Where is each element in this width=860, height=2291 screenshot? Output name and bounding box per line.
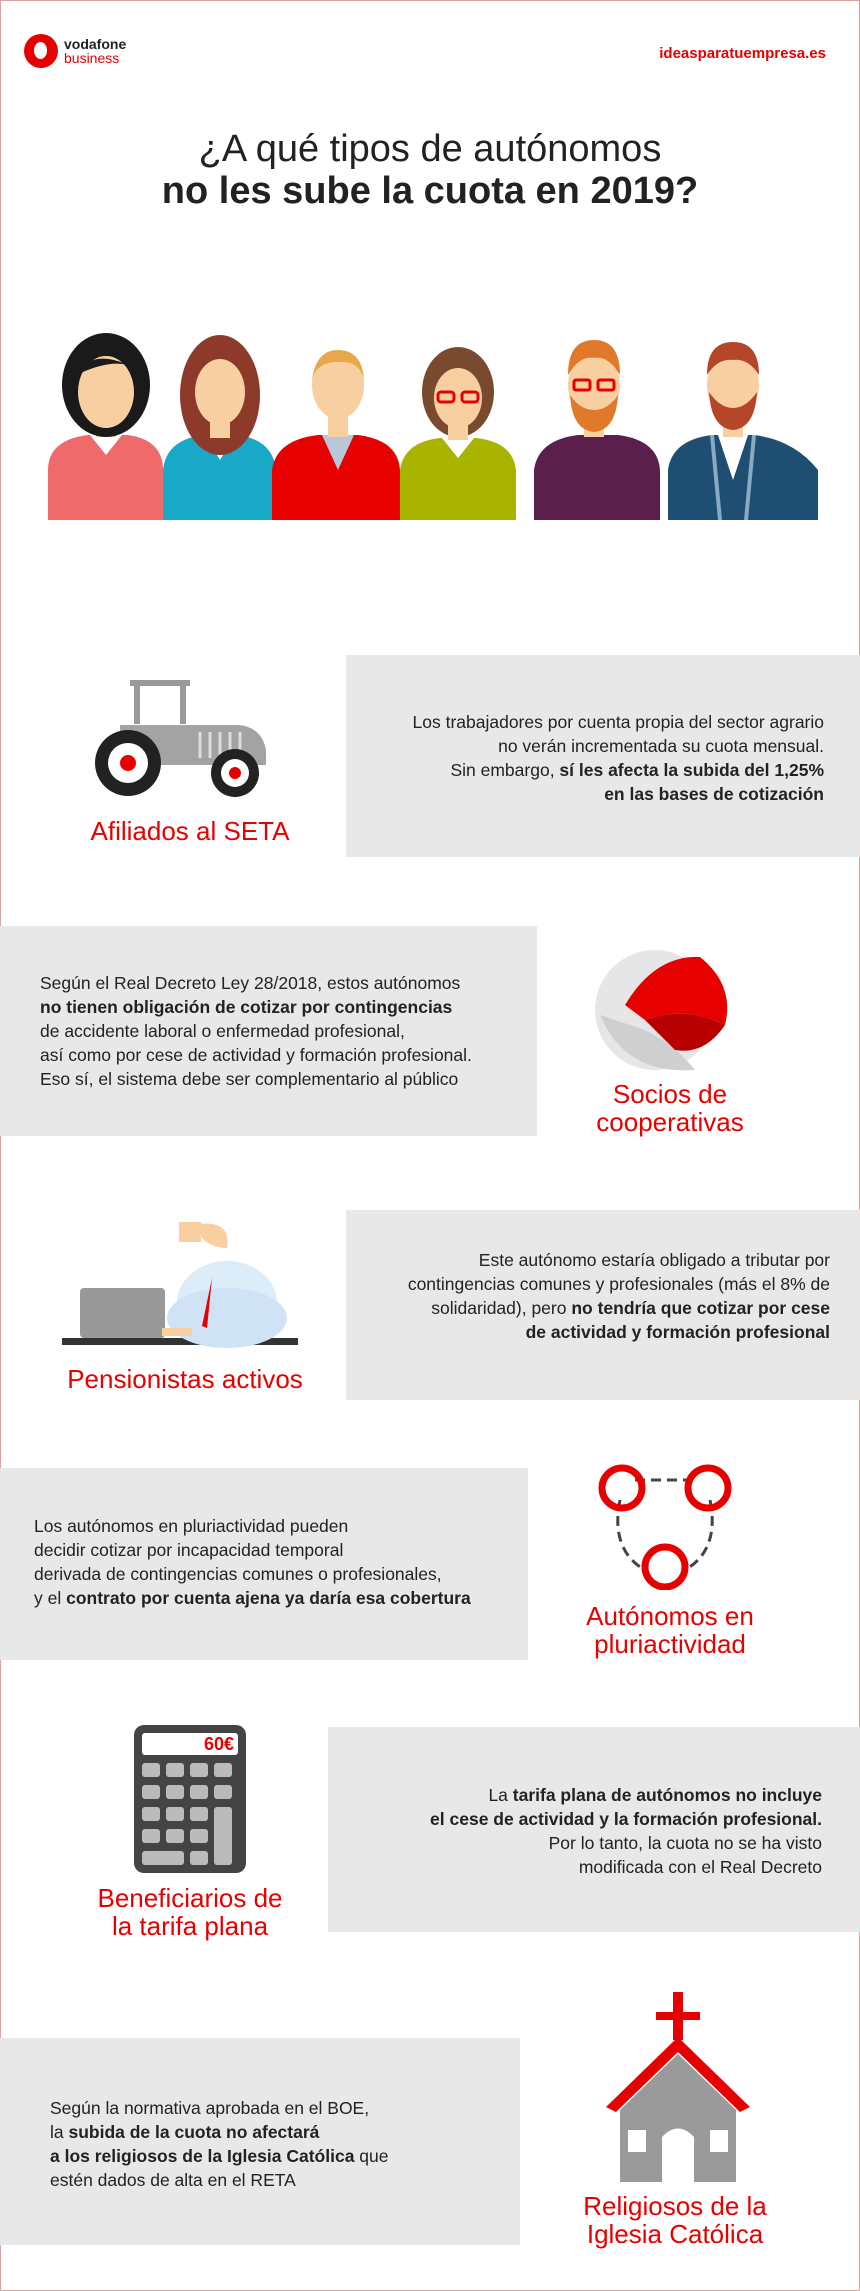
seta-text-5: en las bases de cotización [604,784,824,804]
pluriactividad-panel [0,1468,528,1660]
tarifa-text-4: Por lo tanto, la cuota no se ha visto [548,1833,822,1853]
pluri-text-3: derivada de contingencias comunes o profesionales, [34,1564,442,1584]
rel-text-6: estén dados de alta en el RETA [50,2170,296,2190]
cooperativas-panel [0,926,537,1136]
tarifa-text-3: el cese de actividad y la formación profesional. [430,1809,822,1829]
tarifa-text-5: modificada con el Real Decreto [578,1857,822,1877]
rel-label-2: Iglesia Católica [586,2219,764,2249]
pens-text-2: contingencias comunes y profesionales (más el 8% de [407,1274,830,1294]
seta-text-4: sí les afecta la subida del 1,25% [559,760,824,780]
pluri-text-1: Los autónomos en pluriactividad pueden [34,1516,349,1536]
logo-sub: business [64,50,120,66]
vodafone-logo[interactable] [24,34,126,68]
religiosos-panel [0,2038,520,2245]
handshake-icon [585,945,745,1080]
site-link[interactable]: ideasparatuempresa.es [659,45,826,62]
pluriactividad-label [560,1602,780,1658]
pens-text-3: solidaridad), pero [431,1298,572,1318]
coop-text-4: así como por cese de actividad y formación profesional. [40,1045,472,1065]
cooperativas-label [560,1080,780,1136]
calculator-icon [134,1725,246,1873]
rel-text-2: la [50,2122,69,2142]
logo-brand: vodafone [64,36,127,52]
pluri-text-5: contrato por cuenta ajena ya daría esa cobertura [66,1588,471,1608]
coop-text-2: no tienen obligación de cotizar por contingencias [40,997,453,1017]
coop-text-3: de accidente laboral o enfermedad profesional, [40,1021,405,1041]
person-3-icon [272,350,400,520]
rel-label-1: Religiosos de la [583,2191,767,2221]
pluri-text-4: y el [34,1588,67,1608]
seta-label: Afiliados al SETA [90,816,290,846]
coop-text-5: Eso sí, el sistema debe ser complementario al público [40,1069,459,1089]
rel-text-5: que [354,2146,389,2166]
pensionistas-label: Pensionistas activos [67,1364,303,1394]
network-circles-icon [590,1460,740,1590]
pens-text-4: no tendría que cotizar por cese [571,1298,830,1318]
tractor-icon [90,670,270,800]
calculator-keys [142,1763,238,1867]
person-6-icon [668,342,818,520]
tarifa-panel [328,1727,860,1932]
tarifa-text-1: La [488,1785,513,1805]
tarifa-label [70,1884,310,1940]
calculator-display: 60€ [142,1733,238,1755]
pensionistas-panel [346,1210,860,1400]
person-4-icon [400,347,516,520]
church-icon [598,1992,758,2182]
title-line-2: no les sube la cuota en 2019? [161,170,699,212]
person-5-icon [534,340,660,520]
pensioner-laptop-icon [62,1218,302,1348]
title-line-1: ¿A qué tipos de autónomos [198,128,662,170]
seta-text-1: Los trabajadores por cuenta propia del sector agrario [412,712,824,732]
person-2-icon [163,335,276,520]
seta-panel [346,655,860,857]
pens-text-1: Este autónomo estaría obligado a tributar por [478,1250,830,1270]
people-group-illustration [48,330,818,520]
seta-text-2: no verán incrementada su cuota mensual. [498,736,824,756]
tarifa-label-2: la tarifa plana [111,1911,269,1941]
coop-label-1: Socios de [612,1079,728,1109]
coop-label-2: cooperativas [596,1107,744,1137]
coop-text-1: Según el Real Decreto Ley 28/2018, estos autónomos [40,973,461,993]
rel-text-3: subida de la cuota no afectará [68,2122,320,2142]
pluri-text-2: decidir cotizar por incapacidad temporal [34,1540,344,1560]
page-title [0,128,860,212]
tarifa-label-1: Beneficiarios de [97,1883,283,1913]
pluri-label-2: pluriactividad [594,1629,746,1659]
pluri-label-1: Autónomos en [586,1601,754,1631]
rel-text-4: a los religiosos de la Iglesia Católica [50,2146,355,2166]
rel-text-1: Según la normativa aprobada en el BOE, [50,2098,370,2118]
vodafone-speechmark-icon [24,34,58,68]
tarifa-text-2: tarifa plana de autónomos no incluye [512,1785,822,1805]
pens-text-5: de actividad y formación profesional [525,1322,830,1342]
seta-text-3: Sin embargo, [450,760,560,780]
person-1-icon [48,333,163,520]
religiosos-label [560,2192,790,2248]
